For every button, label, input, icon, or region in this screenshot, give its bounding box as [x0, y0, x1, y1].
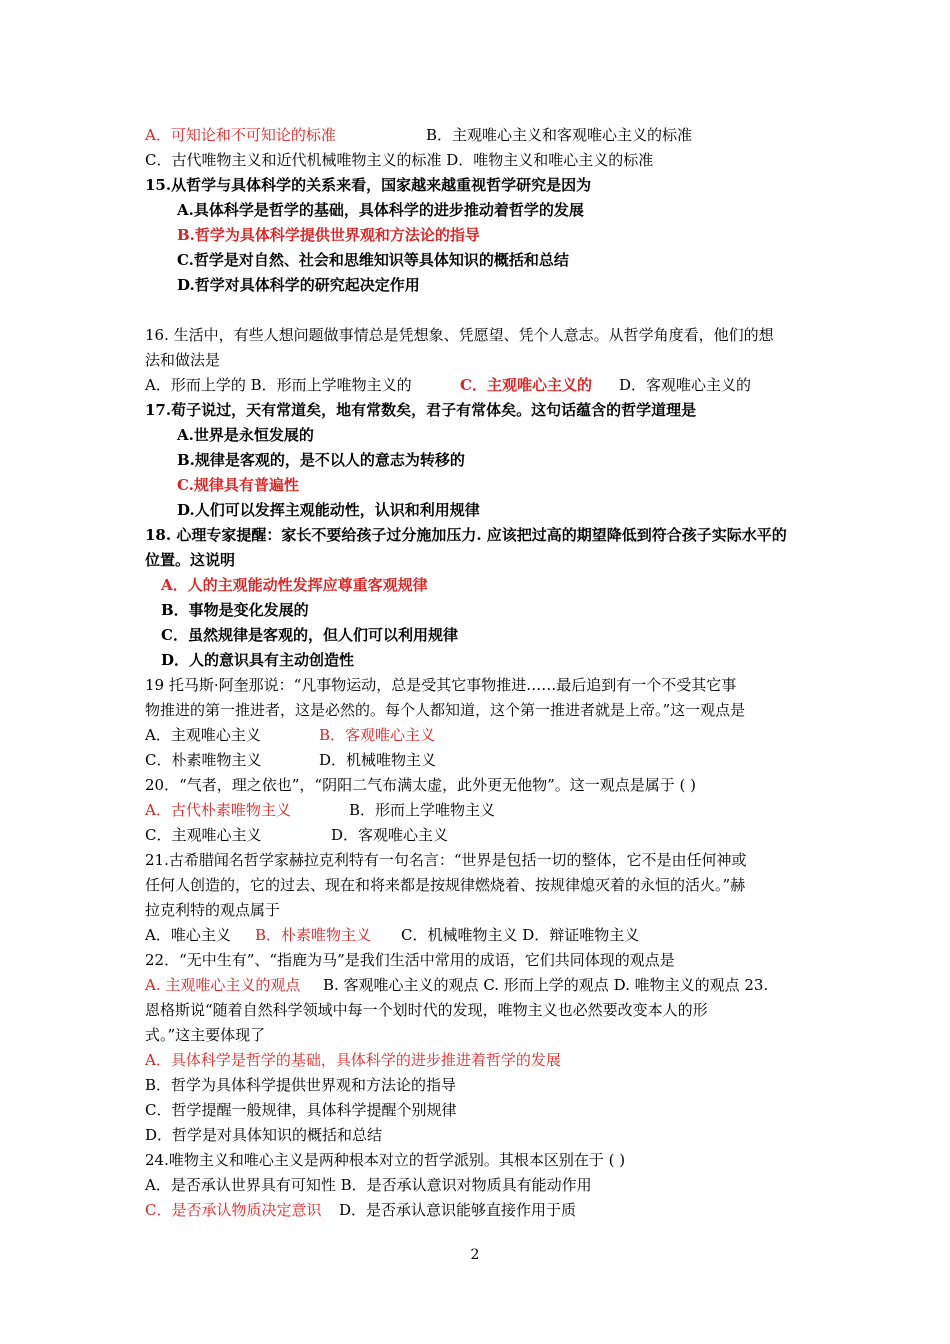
q18-option-b: B．事物是变化发展的	[161, 601, 309, 619]
q21-option-b: B．朴素唯物主义	[255, 926, 372, 944]
q23-stem-line2: 式。”这主要体现了	[145, 1026, 266, 1044]
q23-option-a: A．具体科学是哲学的基础，具体科学的进步推进着哲学的发展	[145, 1051, 561, 1069]
q16-stem-line1: 16. 生活中，有些人想问题做事情总是凭想象、凭愿望、凭个人意志。从哲学角度看，他们的想	[145, 326, 774, 344]
q21-stem-line3: 拉克利特的观点属于	[145, 901, 281, 919]
q20-option-b: B．形而上学唯物主义	[349, 801, 496, 819]
q21-option-cd: C．机械唯物主义 D．辩证唯物主义	[401, 926, 640, 944]
q15-stem: 15.从哲学与具体科学的关系来看，国家越来越重视哲学研究是因为	[145, 176, 592, 194]
q22-option-a: A. 主观唯心主义的观点	[145, 976, 301, 994]
q22-stem: 22．“无中生有”、“指鹿为马”是我们生活中常用的成语，它们共同体现的观点是	[145, 951, 675, 969]
q17-stem: 17.荀子说过，天有常道矣，地有常数矣，君子有常体矣。这句话蕴含的哲学道理是	[145, 401, 697, 419]
q24-option-c: C．是否承认物质决定意识	[145, 1201, 322, 1219]
q17-option-a: A.世界是永恒发展的	[177, 426, 314, 444]
q18-stem-line1: 18. 心理专家提醒：家长不要给孩子过分施加压力. 应该把过高的期望降低到符合孩子实际水平的	[145, 526, 787, 544]
q18-option-c: C．虽然规律是客观的，但人们可以利用规律	[161, 626, 458, 644]
q23-option-c: C．哲学提醒一般规律，具体科学提醒个别规律	[145, 1101, 457, 1119]
q21-stem-line2: 任何人创造的，它的过去、现在和将来都是按规律燃烧着、按规律熄灭着的永恒的活火。”赫	[145, 876, 746, 894]
q19-option-b: B．客观唯心主义	[319, 726, 436, 744]
q16-option-d: D．客观唯心主义的	[619, 376, 752, 394]
q18-option-a: A．人的主观能动性发挥应尊重客观规律	[161, 576, 428, 594]
q20-option-c: C．主观唯心主义	[145, 826, 262, 844]
q14-option-b: B．主观唯心主义和客观唯心主义的标准	[426, 126, 693, 144]
q18-stem-line2: 位置。这说明	[145, 551, 236, 569]
q19-option-c: C．朴素唯物主义	[145, 751, 262, 769]
q23-option-d: D．哲学是对具体知识的概括和总结	[145, 1126, 383, 1144]
q20-stem: 20．“气者，理之依也”，“阴阳二气布满太虚，此外更无他物”。这一观点是属于 ( )	[145, 776, 697, 794]
q24-option-d: D．是否承认意识能够直接作用于质	[339, 1201, 577, 1219]
q24-options-ab: A．是否承认世界具有可知性 B．是否承认意识对物质具有能动作用	[145, 1176, 592, 1194]
q18-option-d: D．人的意识具有主动创造性	[161, 651, 355, 669]
q15-option-b: B.哲学为具体科学提供世界观和方法论的指导	[177, 226, 480, 244]
q15-option-a: A.具体科学是哲学的基础，具体科学的进步推动着哲学的发展	[177, 201, 584, 219]
q23-option-b: B．哲学为具体科学提供世界观和方法论的指导	[145, 1076, 457, 1094]
q24-stem: 24.唯物主义和唯心主义是两种根本对立的哲学派别。其根本区别在于 ( )	[145, 1151, 626, 1169]
q20-option-d: D．客观唯心主义	[331, 826, 449, 844]
q17-option-d: D.人们可以发挥主观能动性，认识和利用规律	[177, 501, 480, 519]
q21-option-a: A．唯心主义	[145, 926, 231, 944]
q23-stem-line1: 恩格斯说“随着自然科学领域中每一个划时代的发现，唯物主义也必然要改变本人的形	[145, 1001, 708, 1019]
q16-option-ab: A．形而上学的 B．形而上学唯物主义的	[145, 376, 412, 394]
page-number: 2	[470, 1247, 480, 1263]
q19-stem-line1: 19 托马斯·阿奎那说：“凡事物运动，总是受其它事物推进……最后追到有一个不受其它事	[145, 676, 737, 694]
q21-stem-line1: 21.古希腊闻名哲学家赫拉克利特有一句名言：“世界是包括一切的整体，它不是由任何神或	[145, 851, 747, 869]
q17-option-b: B.规律是客观的，是不以人的意志为转移的	[177, 451, 465, 469]
q20-option-a: A．古代朴素唯物主义	[145, 801, 291, 819]
q19-option-a: A．主观唯心主义	[145, 726, 261, 744]
q16-option-c: C．主观唯心主义的	[460, 376, 592, 394]
q15-option-c: C.哲学是对自然、社会和思维知识等具体知识的概括和总结	[177, 251, 569, 269]
q14-option-a: A．可知论和不可知论的标准	[145, 126, 336, 144]
q19-stem-line2: 物推进的第一推进者，这是必然的。每个人都知道，这个第一推进者就是上帝。”这一观点是	[145, 701, 746, 719]
q15-option-d: D.哲学对具体科学的研究起决定作用	[177, 276, 420, 294]
q16-stem-line2: 法和做法是	[145, 351, 221, 369]
q19-option-d: D．机械唯物主义	[319, 751, 437, 769]
q22-option-bcd: B. 客观唯心主义的观点 C. 形而上学的观点 D. 唯物主义的观点 23.	[323, 976, 769, 994]
q14-options-cd: C．古代唯物主义和近代机械唯物主义的标准 D．唯物主义和唯心主义的标准	[145, 151, 654, 169]
q17-option-c: C.规律具有普遍性	[177, 476, 299, 494]
